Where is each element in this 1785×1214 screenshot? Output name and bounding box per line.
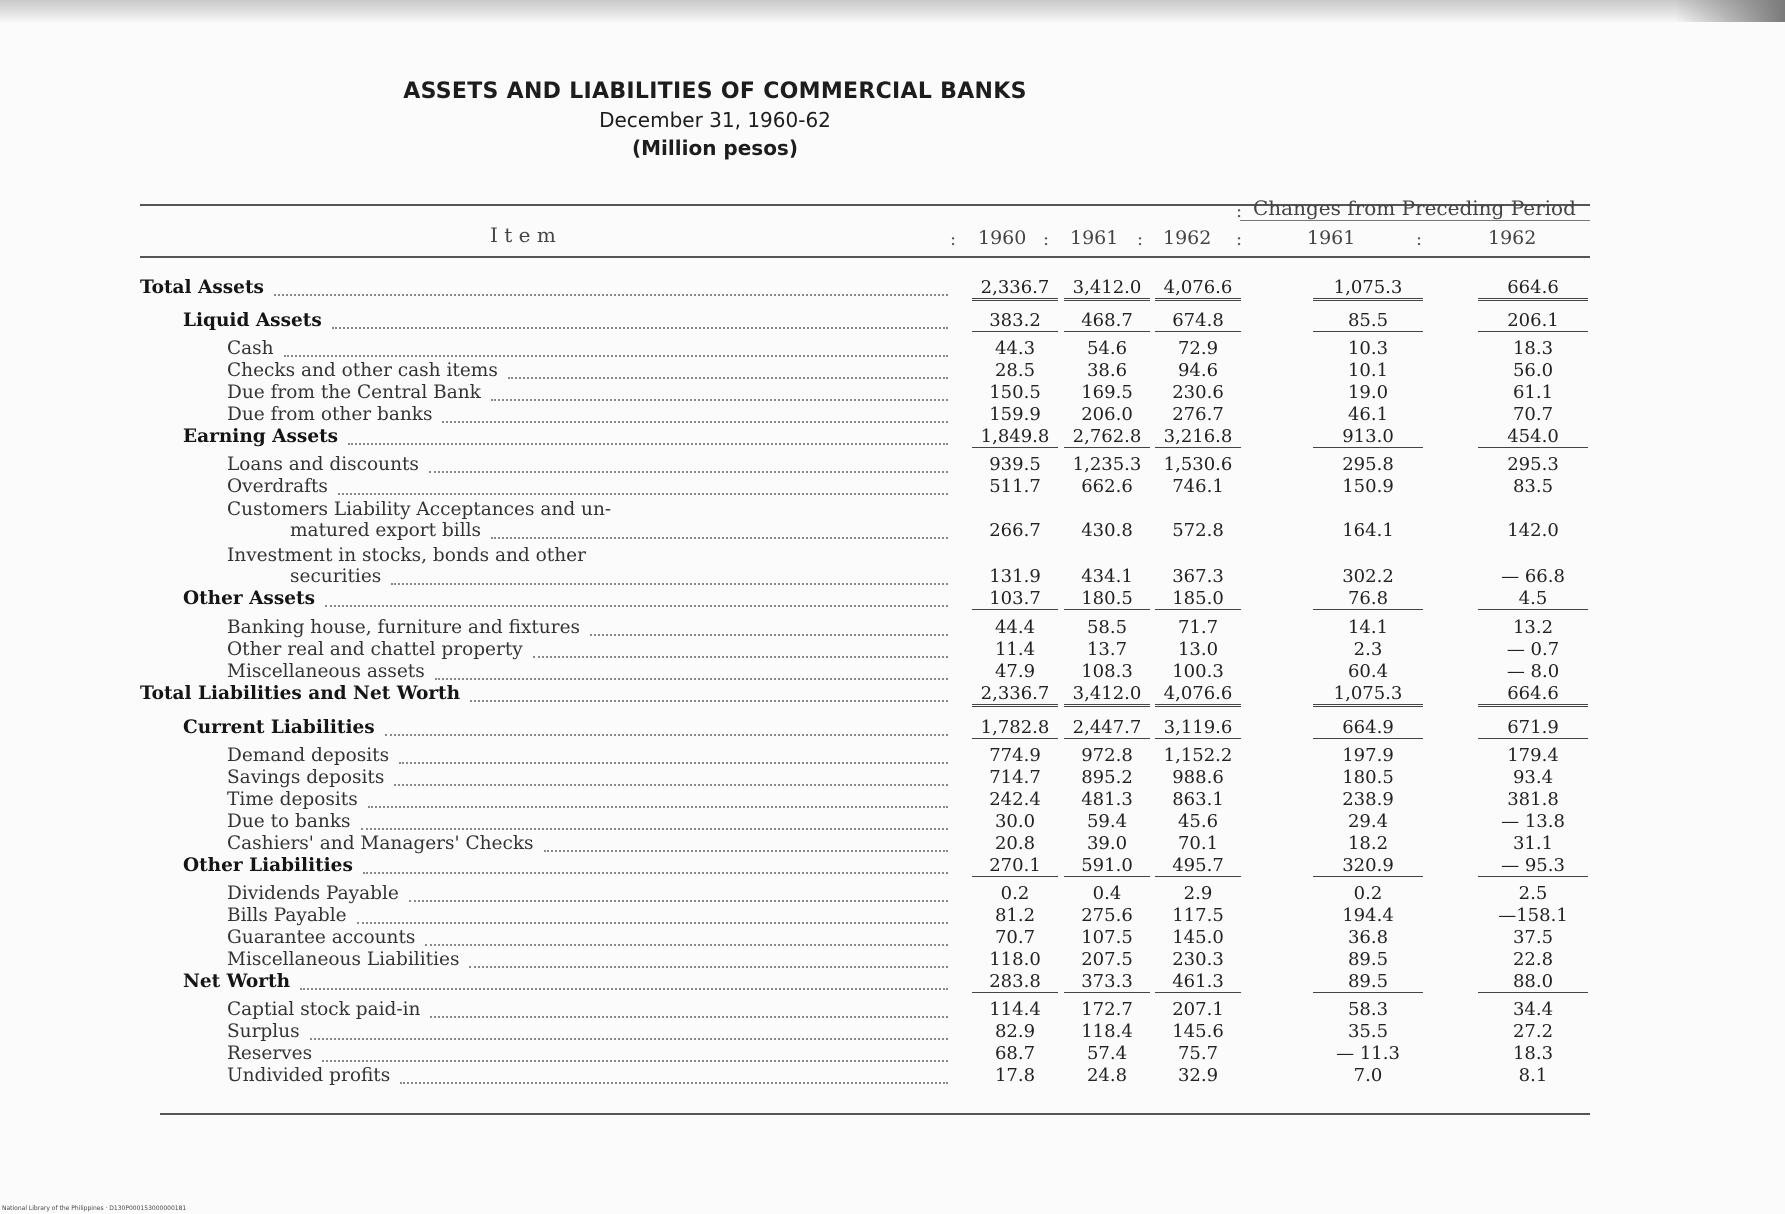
value-cell: 169.5	[1081, 382, 1133, 403]
value-cell: 18.3	[1512, 1043, 1554, 1064]
row-label: securities	[290, 566, 382, 587]
header-colon: :	[1236, 229, 1243, 250]
value-cell: 2.5	[1518, 883, 1548, 904]
value-cell: 150.5	[989, 382, 1041, 403]
leader-dots	[357, 922, 948, 924]
header-colon: :	[1043, 229, 1050, 250]
table-row	[0, 906, 1785, 928]
table-row	[0, 589, 1785, 611]
value-cell: 108.3	[1081, 661, 1133, 682]
row-label: Banking house, furniture and fixtures	[227, 617, 581, 638]
value-cell: 230.6	[1172, 382, 1224, 403]
row-label: Due from the Central Bank	[227, 382, 481, 403]
value-cell: 103.7	[972, 589, 1058, 610]
row-label: Due from other banks	[227, 404, 433, 425]
table-row	[0, 640, 1785, 662]
table-row	[0, 950, 1785, 972]
row-label: Time deposits	[227, 789, 358, 810]
value-cell: 89.5	[1313, 972, 1423, 993]
value-cell: 70.1	[1177, 833, 1219, 854]
value-cell: 2,336.7	[972, 684, 1058, 707]
value-cell: 206.1	[1478, 311, 1588, 332]
value-cell: 295.3	[1507, 454, 1559, 475]
value-cell: 13.2	[1512, 617, 1554, 638]
value-cell: 118.4	[1081, 1021, 1133, 1042]
value-cell: 461.3	[1155, 972, 1241, 993]
row-label: Liquid Assets	[183, 310, 322, 331]
value-cell: 664.6	[1478, 684, 1588, 707]
table-row	[0, 339, 1785, 361]
value-cell: 114.4	[989, 999, 1041, 1020]
value-cell: 3,119.6	[1155, 718, 1241, 739]
row-label: Reserves	[227, 1043, 313, 1064]
value-cell: 1,075.3	[1313, 278, 1423, 301]
value-cell: 142.0	[1507, 520, 1559, 541]
value-cell: — 13.8	[1501, 811, 1565, 832]
page-title: ASSETS AND LIABILITIES OF COMMERCIAL BANKS	[403, 79, 1027, 104]
row-label: Total Assets	[140, 277, 264, 298]
value-cell: 88.0	[1478, 972, 1588, 993]
value-cell: 939.5	[989, 454, 1041, 475]
value-cell: —158.1	[1498, 905, 1568, 926]
leader-dots	[300, 988, 948, 990]
row-label: Other Assets	[183, 588, 315, 609]
table-row	[0, 718, 1785, 740]
value-cell: 37.5	[1512, 927, 1554, 948]
leader-dots	[325, 605, 948, 607]
row-label: matured export bills	[290, 520, 482, 541]
value-cell: 7.0	[1353, 1065, 1383, 1086]
row-label: Investment in stocks, bonds and other	[227, 545, 586, 566]
value-cell: 19.0	[1347, 382, 1389, 403]
leader-dots	[361, 828, 948, 830]
value-cell: 2,336.7	[972, 278, 1058, 301]
table-row	[0, 662, 1785, 684]
value-cell: 100.3	[1172, 661, 1224, 682]
row-label: Customers Liability Acceptances and un-	[227, 499, 612, 520]
value-cell: 468.7	[1064, 311, 1150, 332]
value-cell: 2.9	[1183, 883, 1213, 904]
value-cell: 45.6	[1177, 811, 1219, 832]
value-cell: 22.8	[1512, 949, 1554, 970]
value-cell: 1,152.2	[1163, 745, 1233, 766]
table-row	[0, 746, 1785, 768]
value-cell: 972.8	[1081, 745, 1133, 766]
value-cell: 4,076.6	[1155, 278, 1241, 301]
value-cell: 83.5	[1512, 476, 1554, 497]
value-cell: — 0.7	[1506, 639, 1560, 660]
value-cell: 13.0	[1177, 639, 1219, 660]
value-cell: 24.8	[1086, 1065, 1128, 1086]
value-cell: 0.2	[1000, 883, 1030, 904]
leader-dots	[590, 634, 948, 636]
value-cell: 180.5	[1342, 767, 1394, 788]
value-cell: 454.0	[1478, 427, 1588, 448]
value-cell: 145.6	[1172, 1021, 1224, 1042]
value-cell: 117.5	[1172, 905, 1224, 926]
leader-dots	[284, 355, 948, 357]
value-cell: 107.5	[1081, 927, 1133, 948]
row-label: Miscellaneous Liabilities	[227, 949, 460, 970]
value-cell: 56.0	[1512, 360, 1554, 381]
leader-dots	[274, 294, 948, 296]
leader-dots	[409, 900, 948, 902]
table-row	[0, 361, 1785, 383]
value-cell: 10.3	[1347, 338, 1389, 359]
footer-credit: National Library of the Philippines · D130P000153000000181	[2, 1205, 187, 1212]
value-cell: 75.7	[1177, 1043, 1219, 1064]
leader-dots	[338, 493, 948, 495]
leader-dots	[394, 784, 948, 786]
value-cell: 57.4	[1086, 1043, 1128, 1064]
value-cell: 59.4	[1086, 811, 1128, 832]
value-cell: 18.3	[1512, 338, 1554, 359]
table-row	[0, 311, 1785, 333]
value-cell: 895.2	[1081, 767, 1133, 788]
row-label: Dividends Payable	[227, 883, 399, 904]
value-cell: — 66.8	[1501, 566, 1565, 587]
page-subtitle: December 31, 1960-62	[599, 108, 831, 132]
leader-dots	[322, 1060, 948, 1062]
value-cell: 1,849.8	[972, 427, 1058, 448]
value-cell: 85.5	[1313, 311, 1423, 332]
value-cell: 511.7	[989, 476, 1041, 497]
value-cell: 230.3	[1172, 949, 1224, 970]
value-cell: 4,076.6	[1155, 684, 1241, 707]
value-cell: 145.0	[1172, 927, 1224, 948]
leader-dots	[399, 762, 948, 764]
table-row	[0, 1000, 1785, 1022]
value-cell: 1,530.6	[1163, 454, 1233, 475]
value-cell: 131.9	[989, 566, 1041, 587]
row-label: Bills Payable	[227, 905, 347, 926]
table-row	[0, 278, 1785, 300]
value-cell: 863.1	[1172, 789, 1224, 810]
row-label: Savings deposits	[227, 767, 385, 788]
value-cell: 242.4	[989, 789, 1041, 810]
row-label: Undivided profits	[227, 1065, 391, 1086]
value-cell: 54.6	[1086, 338, 1128, 359]
value-cell: 71.7	[1177, 617, 1219, 638]
row-label: Total Liabilities and Net Worth	[140, 683, 461, 704]
value-cell: 283.8	[972, 972, 1058, 993]
value-cell: 58.5	[1086, 617, 1128, 638]
value-cell: 270.1	[972, 856, 1058, 877]
table-row	[0, 618, 1785, 640]
value-cell: — 8.0	[1506, 661, 1560, 682]
value-cell: 14.1	[1347, 617, 1389, 638]
leader-dots	[400, 1082, 948, 1084]
value-cell: 18.2	[1347, 833, 1389, 854]
value-cell: 44.4	[994, 617, 1036, 638]
table-row	[0, 884, 1785, 906]
value-cell: 3,216.8	[1155, 427, 1241, 448]
row-label: Earning Assets	[183, 426, 339, 447]
value-cell: 0.2	[1353, 883, 1383, 904]
value-cell: 28.5	[994, 360, 1036, 381]
value-cell: 206.0	[1081, 404, 1133, 425]
value-cell: 664.9	[1313, 718, 1423, 739]
value-cell: 44.3	[994, 338, 1036, 359]
change-1961-header: 1961	[1307, 227, 1356, 249]
leader-dots	[435, 678, 948, 680]
table-row	[0, 856, 1785, 878]
value-cell: 207.5	[1081, 949, 1133, 970]
value-cell: 179.4	[1507, 745, 1559, 766]
value-cell: 93.4	[1512, 767, 1554, 788]
value-cell: 714.7	[989, 767, 1041, 788]
row-label: Other Liabilities	[183, 855, 353, 876]
value-cell: 430.8	[1081, 520, 1133, 541]
leader-dots	[442, 421, 948, 423]
table-row	[0, 383, 1785, 405]
value-cell: 238.9	[1342, 789, 1394, 810]
value-cell: 320.9	[1313, 856, 1423, 877]
row-label: Loans and discounts	[227, 454, 419, 475]
value-cell: 76.8	[1313, 589, 1423, 610]
value-cell: 61.1	[1512, 382, 1554, 403]
value-cell: 82.9	[994, 1021, 1036, 1042]
value-cell: 373.3	[1064, 972, 1150, 993]
value-cell: 3,412.0	[1064, 278, 1150, 301]
table-row	[0, 455, 1785, 477]
header-colon: :	[1137, 229, 1144, 250]
value-cell: 671.9	[1478, 718, 1588, 739]
value-cell: 10.1	[1347, 360, 1389, 381]
table-row	[0, 1022, 1785, 1044]
value-cell: 39.0	[1086, 833, 1128, 854]
table-row	[0, 567, 1785, 589]
table-row	[0, 477, 1785, 499]
table-row	[0, 546, 1785, 568]
row-label: Checks and other cash items	[227, 360, 498, 381]
table-row	[0, 790, 1785, 812]
leader-dots	[508, 377, 948, 379]
value-cell: 367.3	[1172, 566, 1224, 587]
value-cell: 197.9	[1342, 745, 1394, 766]
leader-dots	[491, 399, 948, 401]
leader-dots	[544, 850, 948, 852]
value-cell: 118.0	[989, 949, 1041, 970]
change-1962-header: 1962	[1488, 227, 1537, 249]
value-cell: 1,782.8	[972, 718, 1058, 739]
value-cell: 46.1	[1347, 404, 1389, 425]
row-label: Surplus	[227, 1021, 300, 1042]
value-cell: 159.9	[989, 404, 1041, 425]
value-cell: 4.5	[1478, 589, 1588, 610]
value-cell: 434.1	[1081, 566, 1133, 587]
header-colon: :	[1416, 229, 1423, 250]
value-cell: 1,075.3	[1313, 684, 1423, 707]
value-cell: 38.6	[1086, 360, 1128, 381]
row-label: Guarantee accounts	[227, 927, 416, 948]
row-label: Demand deposits	[227, 745, 390, 766]
value-cell: 172.7	[1081, 999, 1133, 1020]
table-row	[0, 812, 1785, 834]
row-label: Cashiers' and Managers' Checks	[227, 833, 534, 854]
leader-dots	[368, 806, 948, 808]
value-cell: 34.4	[1512, 999, 1554, 1020]
table-row	[0, 684, 1785, 706]
value-cell: 988.6	[1172, 767, 1224, 788]
row-label: Captial stock paid-in	[227, 999, 421, 1020]
value-cell: 207.1	[1172, 999, 1224, 1020]
value-cell: 89.5	[1347, 949, 1389, 970]
value-cell: 0.4	[1092, 883, 1122, 904]
value-cell: 70.7	[1512, 404, 1554, 425]
value-cell: 68.7	[994, 1043, 1036, 1064]
value-cell: 275.6	[1081, 905, 1133, 926]
value-cell: 27.2	[1512, 1021, 1554, 1042]
value-cell: 194.4	[1342, 905, 1394, 926]
value-cell: 674.8	[1155, 311, 1241, 332]
header-colon: :	[950, 229, 957, 250]
leader-dots	[429, 471, 948, 473]
leader-dots	[385, 734, 948, 736]
table-row	[0, 972, 1785, 994]
table-row	[0, 928, 1785, 950]
table-row	[0, 1044, 1785, 1066]
value-cell: 60.4	[1347, 661, 1389, 682]
row-label: Due to banks	[227, 811, 351, 832]
table-row	[0, 834, 1785, 856]
row-label: Overdrafts	[227, 476, 328, 497]
year-1960-header: 1960	[978, 227, 1027, 249]
value-cell: 913.0	[1313, 427, 1423, 448]
value-cell: 13.7	[1086, 639, 1128, 660]
value-cell: 30.0	[994, 811, 1036, 832]
row-label: Net Worth	[183, 971, 291, 992]
value-cell: 2,447.7	[1064, 718, 1150, 739]
value-cell: 664.6	[1478, 278, 1588, 301]
value-cell: 31.1	[1512, 833, 1554, 854]
table-row	[0, 768, 1785, 790]
table-row	[0, 405, 1785, 427]
value-cell: 381.8	[1507, 789, 1559, 810]
leader-dots	[470, 700, 948, 702]
row-label: Miscellaneous assets	[227, 661, 425, 682]
value-cell: 150.9	[1342, 476, 1394, 497]
value-cell: 35.5	[1347, 1021, 1389, 1042]
value-cell: 295.8	[1342, 454, 1394, 475]
value-cell: 47.9	[994, 661, 1036, 682]
unit-label: (Million pesos)	[632, 136, 798, 160]
leader-dots	[332, 327, 948, 329]
leader-dots	[391, 583, 948, 585]
row-label: Current Liabilities	[183, 717, 375, 738]
value-cell: 572.8	[1172, 520, 1224, 541]
table-row	[0, 1066, 1785, 1088]
item-column-header: I t e m	[490, 223, 556, 247]
row-label: Other real and chattel property	[227, 639, 523, 660]
value-cell: 29.4	[1347, 811, 1389, 832]
value-cell: 17.8	[994, 1065, 1036, 1086]
value-cell: 266.7	[989, 520, 1041, 541]
value-cell: 276.7	[1172, 404, 1224, 425]
value-cell: 2.3	[1353, 639, 1383, 660]
leader-dots	[491, 537, 948, 539]
value-cell: 662.6	[1081, 476, 1133, 497]
value-cell: 495.7	[1155, 856, 1241, 877]
table-row	[0, 427, 1785, 449]
value-cell: 81.2	[994, 905, 1036, 926]
leader-dots	[348, 443, 948, 445]
value-cell: 94.6	[1177, 360, 1219, 381]
year-1961-header: 1961	[1070, 227, 1119, 249]
header-colon: :	[1236, 201, 1243, 222]
value-cell: 8.1	[1518, 1065, 1548, 1086]
value-cell: 180.5	[1064, 589, 1150, 610]
leader-dots	[363, 872, 948, 874]
changes-header: Changes from Preceding Period	[1253, 196, 1576, 220]
value-cell: 302.2	[1342, 566, 1394, 587]
value-cell: — 11.3	[1336, 1043, 1400, 1064]
leader-dots	[533, 656, 948, 658]
value-cell: 20.8	[994, 833, 1036, 854]
value-cell: 746.1	[1172, 476, 1224, 497]
bottom-rule	[160, 1113, 1590, 1115]
table-row	[0, 521, 1785, 543]
table-row	[0, 500, 1785, 522]
row-label: Cash	[227, 338, 274, 359]
value-cell: 185.0	[1155, 589, 1241, 610]
year-1962-header: 1962	[1163, 227, 1212, 249]
value-cell: 774.9	[989, 745, 1041, 766]
value-cell: 1,235.3	[1072, 454, 1142, 475]
value-cell: 70.7	[994, 927, 1036, 948]
leader-dots	[310, 1038, 948, 1040]
value-cell: 164.1	[1342, 520, 1394, 541]
value-cell: 3,412.0	[1064, 684, 1150, 707]
value-cell: 481.3	[1081, 789, 1133, 810]
value-cell: 2,762.8	[1064, 427, 1150, 448]
value-cell: 58.3	[1347, 999, 1389, 1020]
value-cell: 591.0	[1064, 856, 1150, 877]
value-cell: 383.2	[972, 311, 1058, 332]
value-cell: — 95.3	[1478, 856, 1588, 877]
leader-dots	[425, 944, 948, 946]
leader-dots	[430, 1016, 948, 1018]
value-cell: 36.8	[1347, 927, 1389, 948]
leader-dots	[469, 966, 948, 968]
value-cell: 72.9	[1177, 338, 1219, 359]
value-cell: 11.4	[994, 639, 1036, 660]
value-cell: 32.9	[1177, 1065, 1219, 1086]
